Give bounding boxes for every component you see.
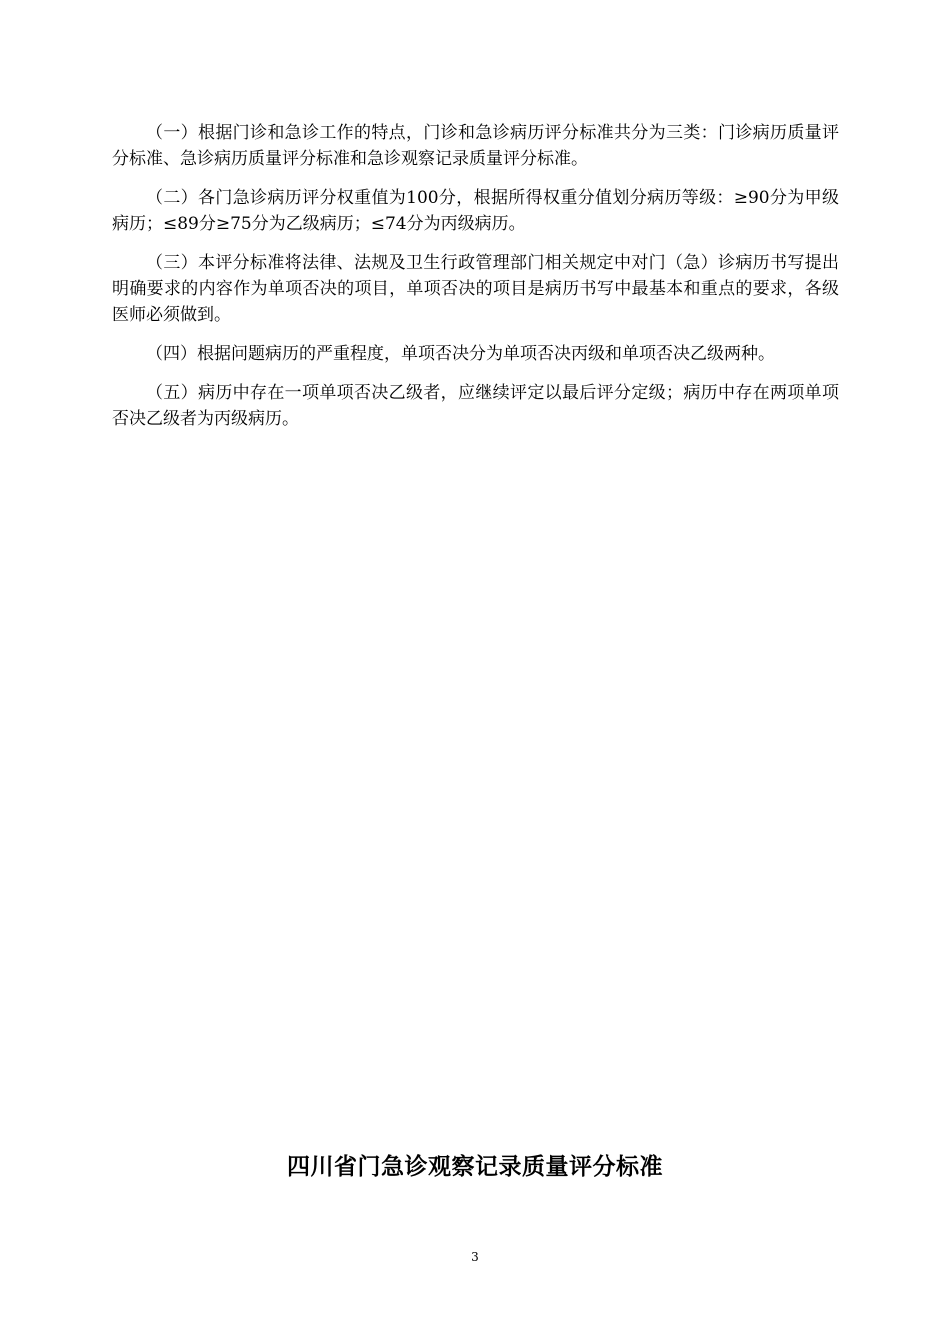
paragraph-2: （二）各门急诊病历评分权重值为100分，根据所得权重分值划分病历等级：≥90分为甲级病历；≤89分≥75分为乙级病历；≤74分为丙级病历。 [112, 188, 839, 234]
paragraph-3: （三）本评分标准将法律、法规及卫生行政管理部门相关规定中对门（急）诊病历书写提出明确要求的内容作为单项否决的项目，单项否决的项目是病历书写中最基本和重点的要求，各级医师必须做到。 [112, 253, 839, 325]
section-title: 四川省门急诊观察记录质量评分标准 [287, 1154, 663, 1180]
page-number: 3 [471, 1250, 479, 1264]
paragraph-1: （一）根据门诊和急诊工作的特点，门诊和急诊病历评分标准共分为三类：门诊病历质量评分标准、急诊病历质量评分标准和急诊观察记录质量评分标准。 [112, 123, 839, 169]
body-text [112, 120, 839, 445]
paragraph-4: （四）根据问题病历的严重程度，单项否决分为单项否决丙级和单项否决乙级两种。 [146, 344, 775, 364]
paragraph-5: （五）病历中存在一项单项否决乙级者，应继续评定以最后评分定级；病历中存在两项单项否决乙级者为丙级病历。 [112, 383, 839, 429]
